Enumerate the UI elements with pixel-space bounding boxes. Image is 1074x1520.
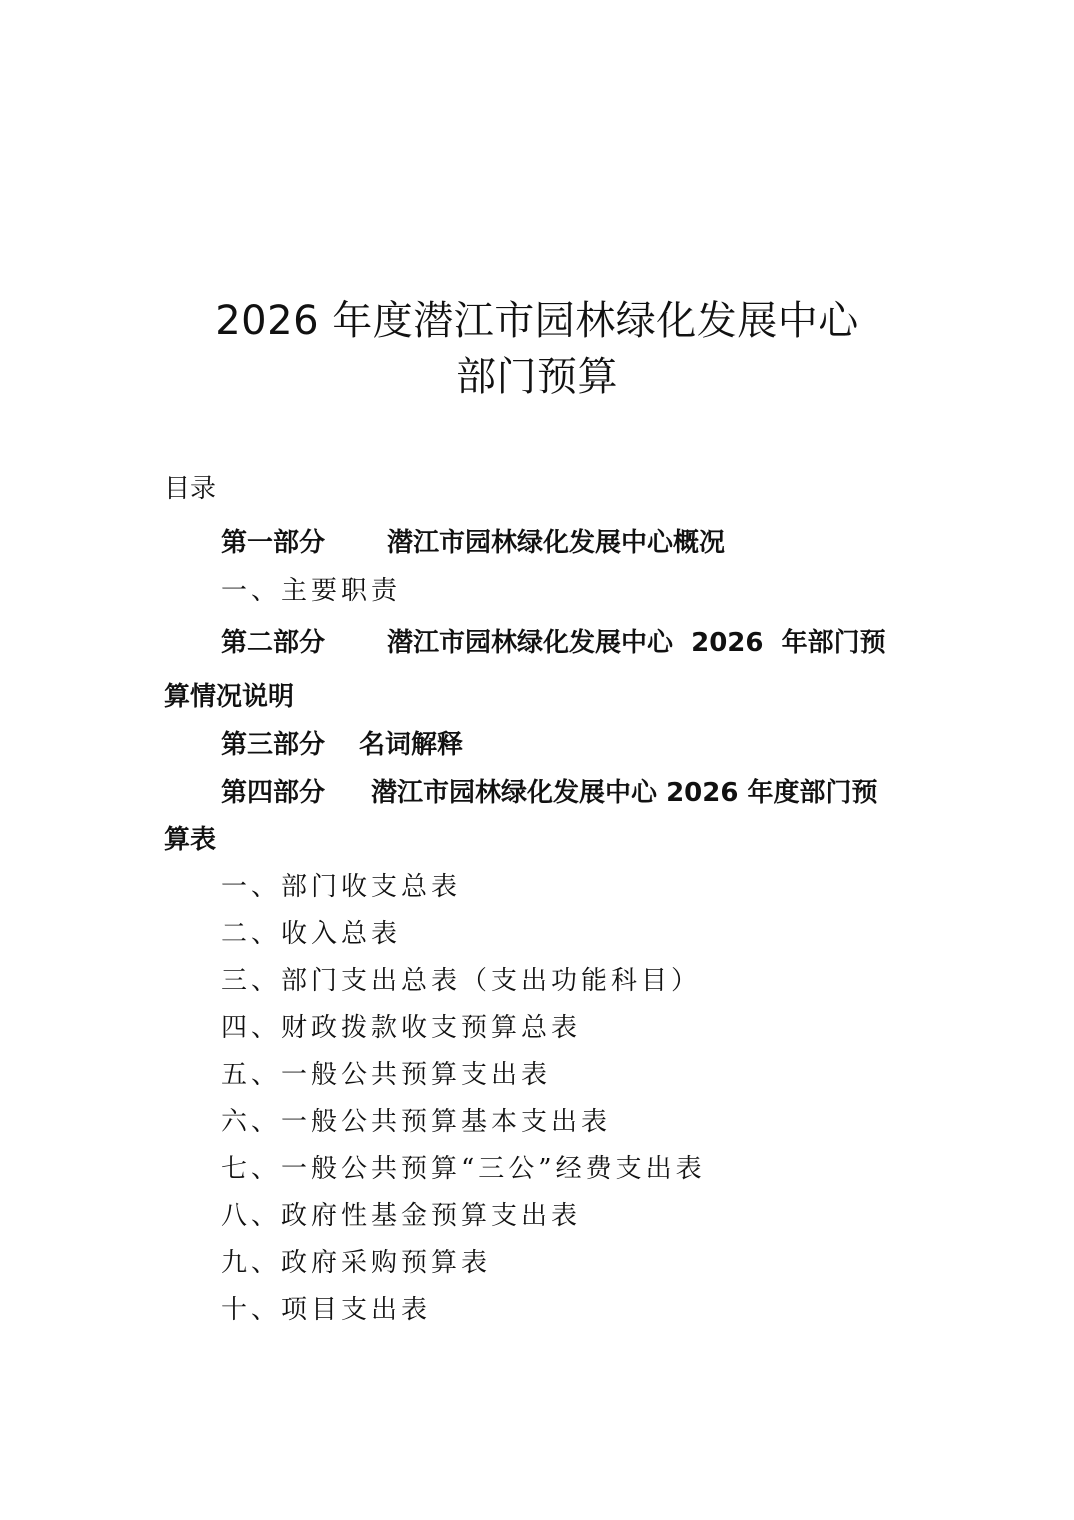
toc-part4-title-b: 算表 (164, 825, 217, 855)
toc-part2-title-a: 潜江市园林绿化发展中心 2026 年部门预 (387, 628, 886, 658)
toc-part3-title: 名词解释 (359, 730, 464, 760)
toc-table-item: 九、政府采购预算表 (221, 1248, 492, 1278)
toc-part2-label: 第二部分 (221, 628, 326, 658)
toc-part2-title-b: 算情况说明 (164, 682, 295, 712)
toc-table-item: 十、项目支出表 (221, 1295, 432, 1325)
toc-table-item: 五、一般公共预算支出表 (221, 1060, 552, 1090)
toc-table-item: 二、收入总表 (221, 919, 402, 949)
toc-part1-label: 第一部分 (221, 528, 326, 558)
toc-table-item: 六、一般公共预算基本支出表 (221, 1107, 612, 1137)
toc-table-item: 四、财政拨款收支预算总表 (221, 1013, 582, 1043)
toc-part3 (221, 728, 463, 762)
toc-table-item: 三、部门支出总表（支出功能科目） (221, 966, 702, 996)
toc-part4-label: 第四部分 (221, 778, 326, 808)
toc-part4 (221, 776, 877, 810)
toc-part2 (221, 626, 886, 660)
toc-table-item: 八、政府性基金预算支出表 (221, 1201, 582, 1231)
toc-heading: 目录 (164, 474, 217, 504)
document-title-line2: 部门预算 (456, 354, 618, 400)
document-title-line1: 2026 年度潜江市园林绿化发展中心 (215, 298, 859, 344)
toc-part3-label: 第三部分 (221, 730, 326, 760)
toc-part1-item1: 一、主要职责 (221, 576, 402, 606)
toc-part1-title: 潜江市园林绿化发展中心概况 (387, 528, 726, 558)
toc-part4-title-a: 潜江市园林绿化发展中心 2026 年度部门预 (371, 778, 878, 808)
toc-part1 (221, 526, 725, 560)
toc-table-item: 七、一般公共预算“三公”经费支出表 (221, 1154, 706, 1184)
toc-table-item: 一、部门收支总表 (221, 872, 462, 902)
